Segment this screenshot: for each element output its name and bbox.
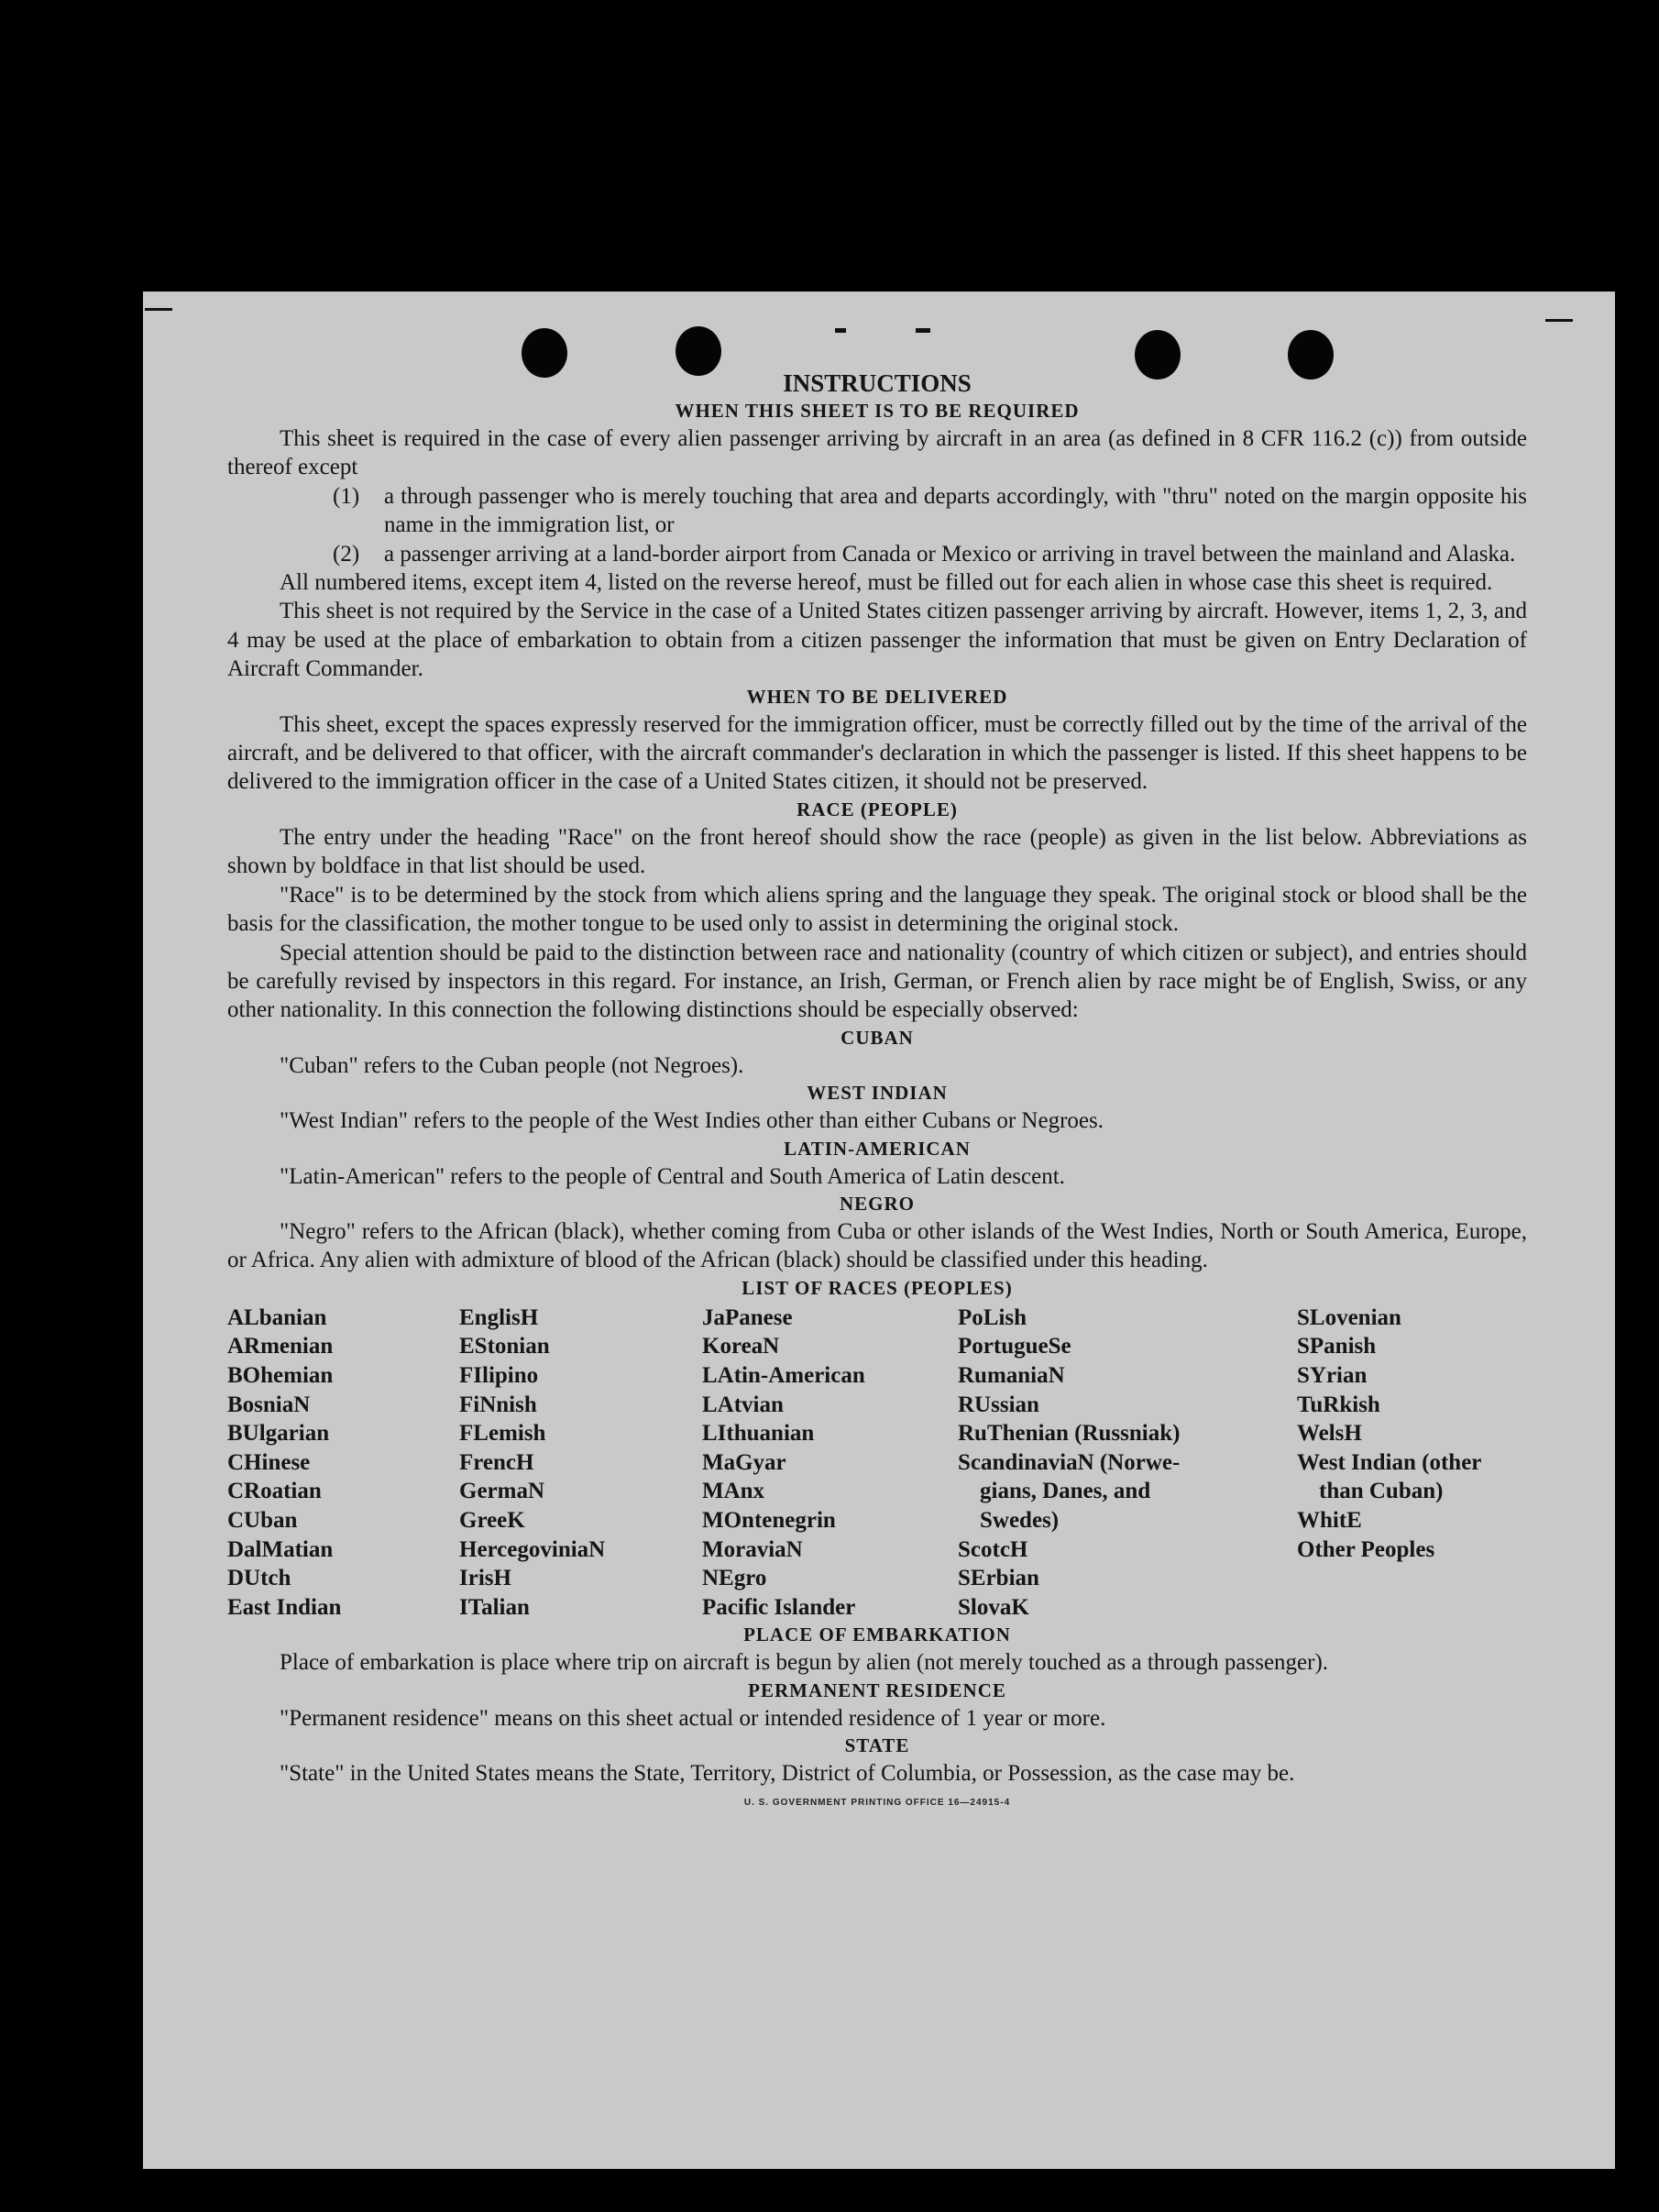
race-item: IrisH — [459, 1566, 511, 1591]
paragraph: "Latin-American" refers to the people of Central and South America of Latin descent. — [280, 1163, 1065, 1189]
paragraph: "State" in the United States means the State, Territory, District of Columbia, or Possession, as the case may be. — [280, 1761, 1295, 1787]
race-item: CUban — [227, 1507, 298, 1533]
race-item: gians, Danes, and — [980, 1479, 1151, 1504]
race-item: GermaN — [459, 1479, 545, 1504]
section-heading-west-indian: WEST INDIAN — [807, 1082, 948, 1105]
race-item: TuRkish — [1297, 1392, 1380, 1417]
paragraph: The entry under the heading "Race" on the front hereof should show the race (people) as given in the list below. Abbreviations as shown by boldface in that list should be used. — [227, 824, 1527, 879]
section-heading-when-required: WHEN THIS SHEET IS TO BE REQUIRED — [675, 400, 1080, 422]
paragraph: "Permanent residence" means on this sheet actual or intended residence of 1 year or more. — [280, 1705, 1106, 1731]
race-item: HercegoviniaN — [459, 1536, 606, 1562]
race-item: LAtvian — [702, 1392, 784, 1417]
section-heading-latin-american: LATIN-AMERICAN — [784, 1137, 971, 1160]
race-item: BUlgarian — [227, 1421, 330, 1447]
race-item: PoLish — [958, 1304, 1027, 1330]
section-heading-race: RACE (PEOPLE) — [797, 798, 958, 820]
paragraph: This sheet, except the spaces expressly reserved for the immigration officer, must be correctly filled out by the time of the arrival of the aircraft, and be delivered to that officer, with the aircraft commander's declaration in which the passenger is listed. If this sheet happens to be delivered to the immigration officer in the case of a United States citizen, it should not be preserved. — [227, 711, 1527, 795]
race-item: BOhemian — [227, 1362, 334, 1388]
race-item: MoraviaN — [702, 1536, 803, 1562]
paragraph: "West Indian" refers to the people of the West Indies other than either Cubans or Negroes. — [280, 1108, 1104, 1134]
section-heading-residence: PERMANENT RESIDENCE — [748, 1678, 1006, 1701]
item-text: a passenger arriving at a land-border airport from Canada or Mexico or arriving in travel between the mainland and Alaska. — [384, 541, 1516, 567]
races-column-4 — [958, 1304, 1297, 1623]
section-heading-cuban: CUBAN — [840, 1026, 914, 1049]
race-item: PortugueSe — [958, 1334, 1071, 1359]
scan-mark — [145, 308, 172, 311]
item-number: (2) — [333, 541, 360, 567]
paragraph: "Cuban" refers to the Cuban people (not Negroes). — [280, 1052, 744, 1078]
scan-mark — [1545, 319, 1573, 322]
race-item: FrencH — [459, 1449, 534, 1475]
paragraph: "Negro" refers to the African (black), whether coming from Cuba or other islands of the West Indies, North or South America, Europe, or Africa. Any alien with admixture of blood of the African (black) should be classified under this heading. — [227, 1218, 1527, 1273]
race-item: Pacific Islander — [702, 1594, 856, 1620]
race-item: WhitE — [1297, 1507, 1362, 1533]
races-column-1 — [227, 1304, 459, 1623]
race-item: KoreaN — [702, 1334, 780, 1359]
races-column-2 — [459, 1304, 702, 1623]
instructions-content — [227, 369, 1527, 1817]
item-text: a through passenger who is merely touching that area and departs accordingly, with "thru" noted on the margin opposite his name in the immigration list, or — [384, 483, 1527, 538]
race-item: FLemish — [459, 1421, 546, 1447]
race-item: ScandinaviaN (Norwe- — [958, 1449, 1181, 1475]
race-item: RuThenian (Russniak) — [958, 1421, 1181, 1447]
race-item: BosniaN — [227, 1392, 311, 1417]
paragraph: This sheet is not required by the Service in the case of a United States citizen passenger arriving by aircraft. However, items 1, 2, 3, and 4 may be used at the place of embarkation to obtain from a citizen passenger the information that must be given on Entry Declaration of Aircraft Commander. — [227, 599, 1527, 682]
section-heading-list-of-races: LIST OF RACES (PEOPLES) — [742, 1276, 1013, 1299]
race-item: than Cuban) — [1319, 1479, 1444, 1504]
race-item: WelsH — [1297, 1421, 1362, 1447]
races-list — [227, 1304, 1527, 1623]
race-item: SlovaK — [958, 1594, 1029, 1620]
race-item: EStonian — [459, 1334, 550, 1359]
race-item: DUtch — [227, 1566, 291, 1591]
race-item: CRoatian — [227, 1479, 322, 1504]
race-item: ARmenian — [227, 1334, 334, 1359]
paragraph: Special attention should be paid to the distinction between race and nationality (country of which citizen or subject), and entries should be carefully revised by inspectors in this regard. For instance, an Irish, German, or French alien by race might be of English, Swiss, or any other nationality. In this connection the following distinctions should be especially observed: — [227, 940, 1527, 1023]
race-item: LIthuanian — [702, 1421, 815, 1447]
race-item: West Indian (other — [1297, 1449, 1482, 1475]
race-item: DalMatian — [227, 1536, 334, 1562]
race-item: CHinese — [227, 1449, 311, 1475]
paragraph: "Race" is to be determined by the stock from which aliens spring and the language they speak. The original stock or blood shall be the basis for the classification, the mother tongue to be used only to assist in determining the original stock. — [227, 882, 1527, 937]
race-item: ScotcH — [958, 1536, 1028, 1562]
document-sheet — [143, 292, 1615, 2169]
section-heading-state: STATE — [844, 1734, 910, 1757]
printer-imprint: U. S. GOVERNMENT PRINTING OFFICE 16—24915-4 — [743, 1797, 1011, 1808]
page-title: INSTRUCTIONS — [783, 369, 972, 397]
race-item: MaGyar — [702, 1449, 786, 1475]
race-item: LAtin-American — [702, 1362, 865, 1388]
race-item: MAnx — [702, 1479, 765, 1504]
paragraph: All numbered items, except item 4, listed on the reverse hereof, must be filled out for each alien in whose case this sheet is required. — [280, 570, 1493, 596]
race-item: MOntenegrin — [702, 1507, 836, 1533]
race-item: NEgro — [702, 1566, 767, 1591]
race-item: East Indian — [227, 1594, 342, 1620]
scan-mark — [835, 328, 846, 333]
race-item: SErbian — [958, 1566, 1039, 1591]
race-item: ALbanian — [227, 1304, 327, 1330]
race-item: RUssian — [958, 1392, 1039, 1417]
section-heading-embarkation: PLACE OF EMBARKATION — [743, 1623, 1011, 1646]
race-item: JaPanese — [702, 1304, 793, 1330]
race-item: SPanish — [1297, 1334, 1377, 1359]
race-item: SYrian — [1297, 1362, 1368, 1388]
race-item: Other Peoples — [1297, 1536, 1435, 1562]
paragraph: Place of embarkation is place where trip on aircraft is begun by alien (not merely touched as a through passenger). — [280, 1650, 1329, 1676]
race-item: SLovenian — [1297, 1304, 1401, 1330]
scan-mark — [916, 328, 930, 333]
list-item — [333, 540, 1527, 568]
races-column-5 — [1297, 1304, 1527, 1623]
race-item: Swedes) — [980, 1507, 1060, 1533]
paragraph: This sheet is required in the case of every alien passenger arriving by aircraft in an area (as defined in 8 CFR 116.2 (c)) from outside thereof except — [227, 426, 1527, 480]
section-heading-negro: NEGRO — [839, 1192, 915, 1215]
item-number: (1) — [333, 483, 360, 509]
races-column-3 — [702, 1304, 958, 1623]
race-item: RumaniaN — [958, 1362, 1065, 1388]
race-item: GreeK — [459, 1507, 525, 1533]
race-item: ITalian — [459, 1594, 530, 1620]
race-item: FIlipino — [459, 1362, 539, 1388]
list-item — [333, 482, 1527, 540]
race-item: EnglisH — [459, 1304, 539, 1330]
race-item: FiNnish — [459, 1392, 537, 1417]
section-heading-when-delivered: WHEN TO BE DELIVERED — [746, 685, 1008, 708]
